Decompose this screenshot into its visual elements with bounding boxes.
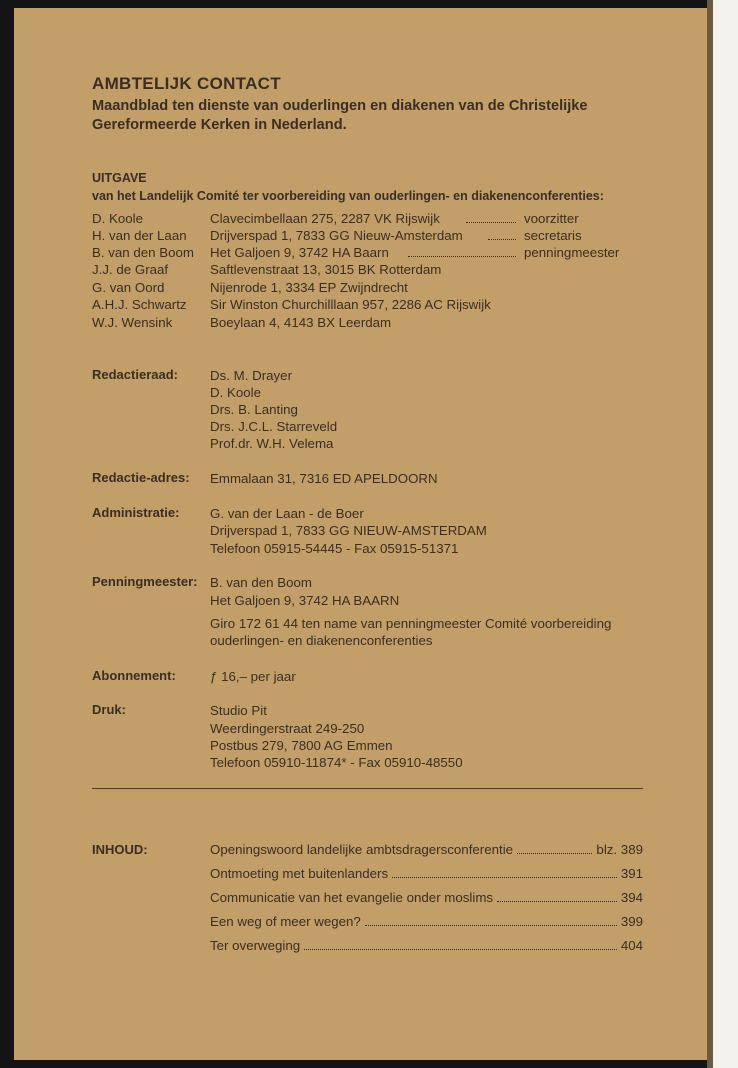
redactie-adres-line: Emmalaan 31, 7316 ED APELDOORN — [210, 471, 438, 486]
member-leader — [408, 244, 516, 257]
page-edge-shadow — [707, 0, 713, 1068]
toc-title: Een weg of meer wegen? — [210, 914, 361, 929]
administratie-line: G. van der Laan - de Boer — [210, 506, 364, 521]
member-address: Sir Winston Churchilllaan 957, 2286 AC Rijswijk — [210, 297, 491, 312]
penningmeester-line: B. van den Boom — [210, 575, 313, 590]
administratie-line: Drijverspad 1, 7833 GG NIEUW-AMSTERDAM — [210, 523, 487, 538]
toc-leader — [304, 949, 617, 950]
member-name: W.J. Wensink — [92, 315, 173, 330]
toc-leader — [365, 925, 617, 926]
magazine-title: AMBTELIJK CONTACT — [92, 74, 281, 93]
member-role: secretaris — [524, 228, 582, 243]
toc-title: Ontmoeting met buitenlanders — [210, 866, 389, 881]
giro-line: ouderlingen- en diakenenconferenties — [210, 633, 433, 648]
administratie-label: Administratie: — [92, 505, 180, 520]
administratie-line: Telefoon 05915-54445 - Fax 05915-51371 — [210, 541, 459, 556]
member-address: Nijenrode 1, 3334 EP Zwijndrecht — [210, 280, 408, 295]
member-name: J.J. de Graaf — [92, 262, 169, 277]
toc-entry[interactable] — [210, 842, 643, 857]
redactieraad-member: Drs. J.C.L. Starreveld — [210, 419, 338, 434]
abonnement-label: Abonnement: — [92, 668, 176, 683]
uitgave-label: UITGAVE — [92, 171, 147, 185]
toc-page: blz. 389 — [596, 842, 643, 857]
member-name: A.H.J. Schwartz — [92, 297, 187, 312]
redactieraad-member: D. Koole — [210, 385, 261, 400]
toc-entry[interactable] — [210, 866, 643, 881]
druk-line: Studio Pit — [210, 703, 267, 718]
toc-entry[interactable] — [210, 938, 643, 953]
abonnement-line: ƒ 16,– per jaar — [210, 669, 296, 684]
penningmeester-label: Penningmeester: — [92, 574, 198, 589]
member-name: H. van der Laan — [92, 228, 187, 243]
member-address: Boeylaan 4, 4143 BX Leerdam — [210, 315, 392, 330]
toc-entry[interactable] — [210, 914, 643, 929]
member-address: Drijverspad 1, 7833 GG Nieuw-Amsterdam — [210, 228, 463, 243]
member-role: voorzitter — [524, 211, 579, 226]
toc-page: 391 — [620, 866, 643, 881]
member-address: Het Galjoen 9, 3742 HA Baarn — [210, 245, 389, 260]
redactie-adres-label: Redactie-adres: — [92, 470, 190, 485]
druk-line: Postbus 279, 7800 AG Emmen — [210, 738, 393, 753]
uitgave-line: van het Landelijk Comité ter voorbereiding van ouderlingen- en diakenenconferenties: — [92, 189, 604, 203]
member-address: Clavecimbellaan 275, 2287 VK Rijswijk — [210, 211, 440, 226]
member-role: penningmeester — [524, 245, 620, 260]
toc-title: Ter overweging — [210, 938, 301, 953]
redactieraad-member: Drs. B. Lanting — [210, 402, 298, 417]
druk-line: Telefoon 05910-11874* - Fax 05910-48550 — [210, 755, 463, 770]
toc-title: Openingswoord landelijke ambtsdragersconferentie — [210, 842, 514, 857]
member-leader — [488, 227, 516, 240]
toc-title: Communicatie van het evangelie onder moslims — [210, 890, 494, 905]
penningmeester-line: Het Galjoen 9, 3742 HA BAARN — [210, 593, 400, 608]
subtitle-line-2: Gereformeerde Kerken in Nederland. — [92, 117, 347, 133]
toc-page: 394 — [620, 890, 643, 905]
redactieraad-label: Redactieraad: — [92, 367, 178, 382]
giro-line: Giro 172 61 44 ten name van penningmeester Comité voorbereiding — [210, 616, 612, 631]
toc-page: 399 — [620, 914, 643, 929]
subtitle-line-1: Maandblad ten dienste van ouderlingen en diakenen van de Christelijke — [92, 98, 588, 114]
toc-leader — [497, 901, 617, 902]
inhoud-label: INHOUD: — [92, 842, 148, 857]
member-name: D. Koole — [92, 211, 143, 226]
druk-line: Weerdingerstraat 249-250 — [210, 721, 365, 736]
druk-label: Druk: — [92, 702, 126, 717]
member-address: Saftlevenstraat 13, 3015 BK Rotterdam — [210, 262, 442, 277]
redactieraad-member: Prof.dr. W.H. Velema — [210, 436, 334, 451]
toc-entry[interactable] — [210, 890, 643, 905]
toc-page: 404 — [620, 938, 643, 953]
toc-leader — [392, 877, 617, 878]
member-name: G. van Oord — [92, 280, 165, 295]
member-name: B. van den Boom — [92, 245, 195, 260]
redactieraad-member: Ds. M. Drayer — [210, 368, 293, 383]
toc-leader — [517, 853, 592, 854]
divider-rule — [92, 788, 643, 789]
member-leader — [466, 210, 516, 223]
